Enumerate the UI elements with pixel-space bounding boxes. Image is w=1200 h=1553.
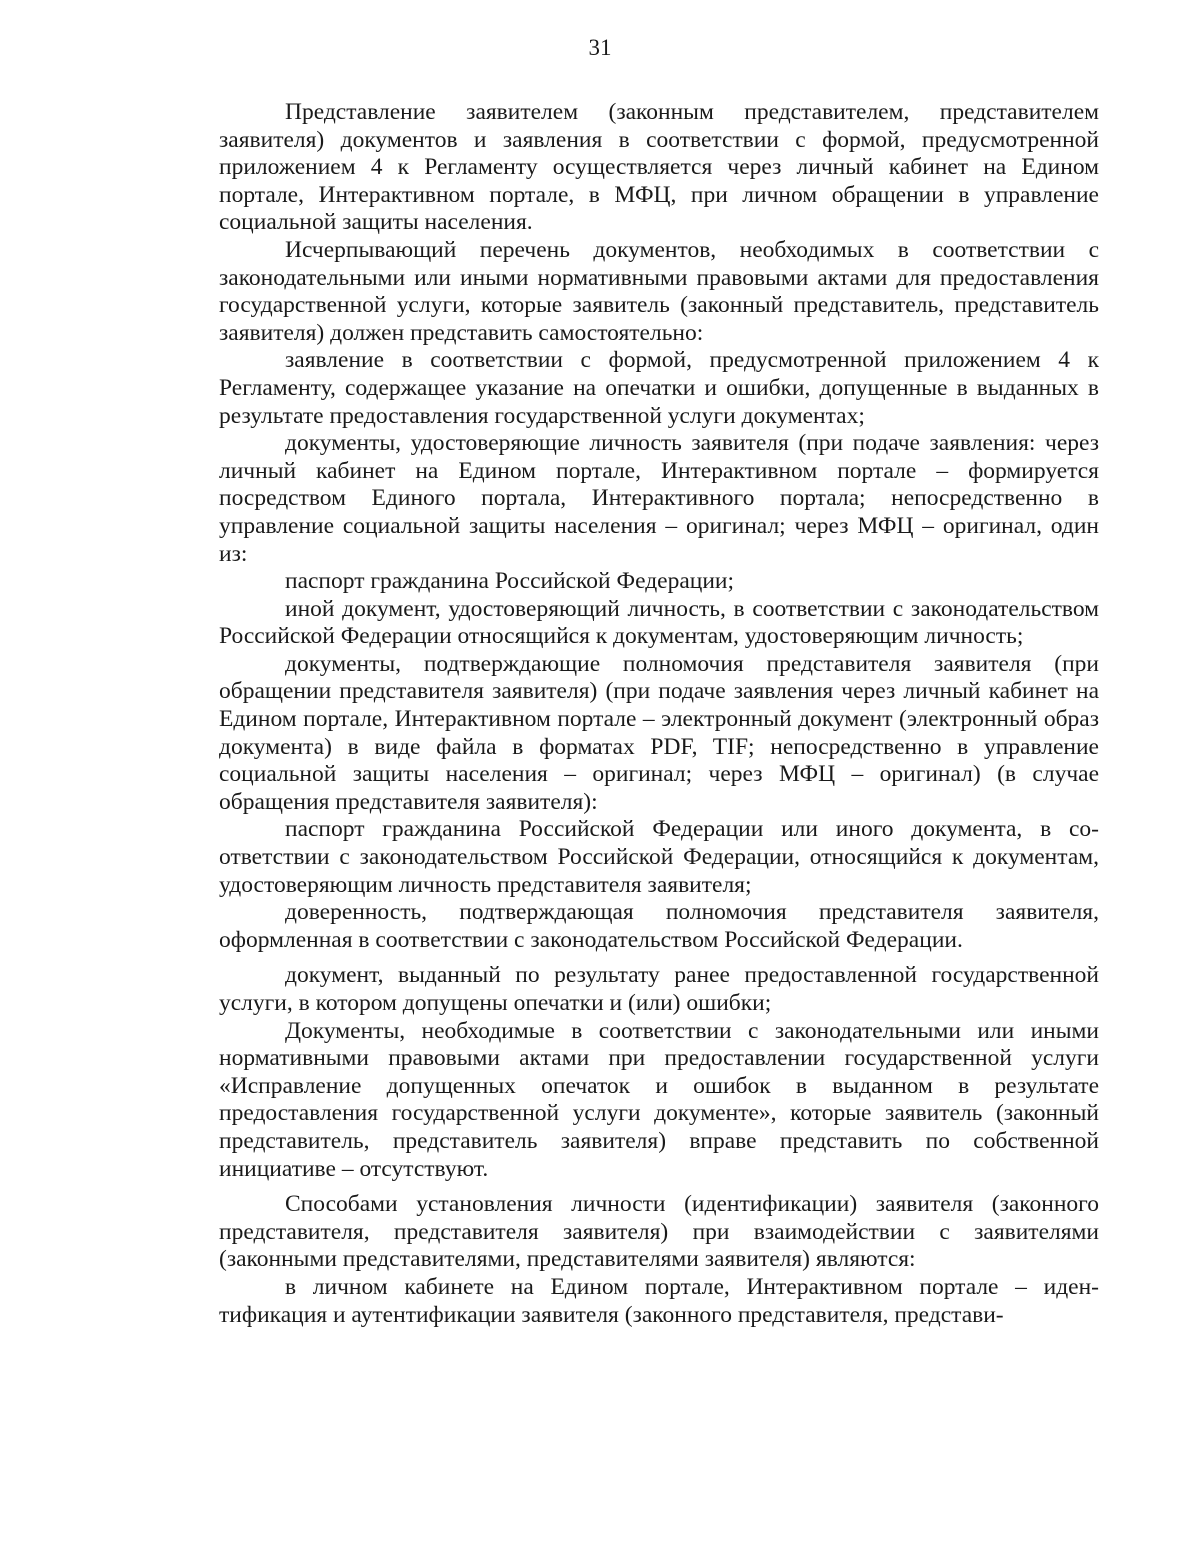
paragraph: паспорт гражданина Российской Федерации; bbox=[285, 568, 735, 595]
paragraph: заявление в соответствии с формой, предусмотренной приложением 4 к Регламенту, содержащее указание на опечатки и ошибки, допущенные в выданных в результате предоставления государственной услуги документах; bbox=[219, 347, 1099, 429]
paragraph: документы, подтверждающие полномочия представителя заявителя (при обращении представителя заявителя) (при подаче заявления через личный кабинет на Едином портале, Интерактивном портале – электронный документ (электронный образ документа) в виде файла в форматах PDF, TIF; непосредственно в управление социальной защиты населения – оригинал; через МФЦ – оригинал) (в случае обращения представителя заявителя): bbox=[219, 650, 1099, 815]
page-number: 31 bbox=[588, 35, 612, 60]
paragraph: доверенность, подтверждающая полномочия представителя заявителя, оформленная в соответствии с законодательством Российской Федерации. bbox=[219, 899, 1099, 953]
paragraph: документы, удостоверяющие личность заявителя (при подаче заявления: через личный кабинет на Едином портале, Интерактивном портале – формируется посредством Единого портала, Интерактивного портала; непосредственно в управление социальной защиты населения – оригинал; через МФЦ – оригинал, один из: bbox=[219, 430, 1099, 567]
paragraph: Представление заявителем (законным представителем, представителем заявителя) документов и заявления в соответствии с формой, предусмотренной приложением 4 к Регламенту осуществляется через личный кабинет на Едином портале, Интерактивном портале, в МФЦ, при личном обращении в управление социальной защиты населения. bbox=[219, 99, 1099, 236]
paragraph: Документы, необходимые в соответствии с законодательными или иными нормативными правовыми актами при предоставлении государственной услуги «Исправление допущенных опечаток и ошибок в выданном в результате предоставления государственной услуги документе», которые заявитель (законный представитель, представитель заявителя) вправе представить по собственной инициативе – отсутствуют. bbox=[219, 1017, 1099, 1182]
paragraph: в личном кабинете на Едином портале, Интерактивном портале – идентификация и аутентификации заявителя (законного представителя, представи- bbox=[219, 1273, 1099, 1328]
paragraph: Исчерпывающий перечень документов, необходимых в соответствии с законодательными или иными нормативными правовыми актами для предоставления государственной услуги, которые заявитель (законный представитель, представитель заявителя) должен представить самостоятельно: bbox=[219, 236, 1099, 346]
document-body bbox=[219, 99, 1099, 1329]
paragraph: паспорт гражданина Российской Федерации или иного документа, в соответствии с законодательством Российской Федерации, относящийся к документам, удостоверяющим личность представителя заявителя; bbox=[219, 816, 1099, 898]
paragraph: иной документ, удостоверяющий личность, в соответствии с законодательством Российской Федерации относящийся к документам, удостоверяющим личность; bbox=[219, 595, 1099, 650]
paragraph: документ, выданный по результату ранее предоставленной государственной услуги, в котором допущены опечатки и (или) ошибки; bbox=[219, 962, 1099, 1016]
paragraph: Способами установления личности (идентификации) заявителя (законного представителя, представителя заявителя) при взаимодействии с заявителями (законными представителями, представителями заявителя) являются: bbox=[219, 1191, 1099, 1273]
